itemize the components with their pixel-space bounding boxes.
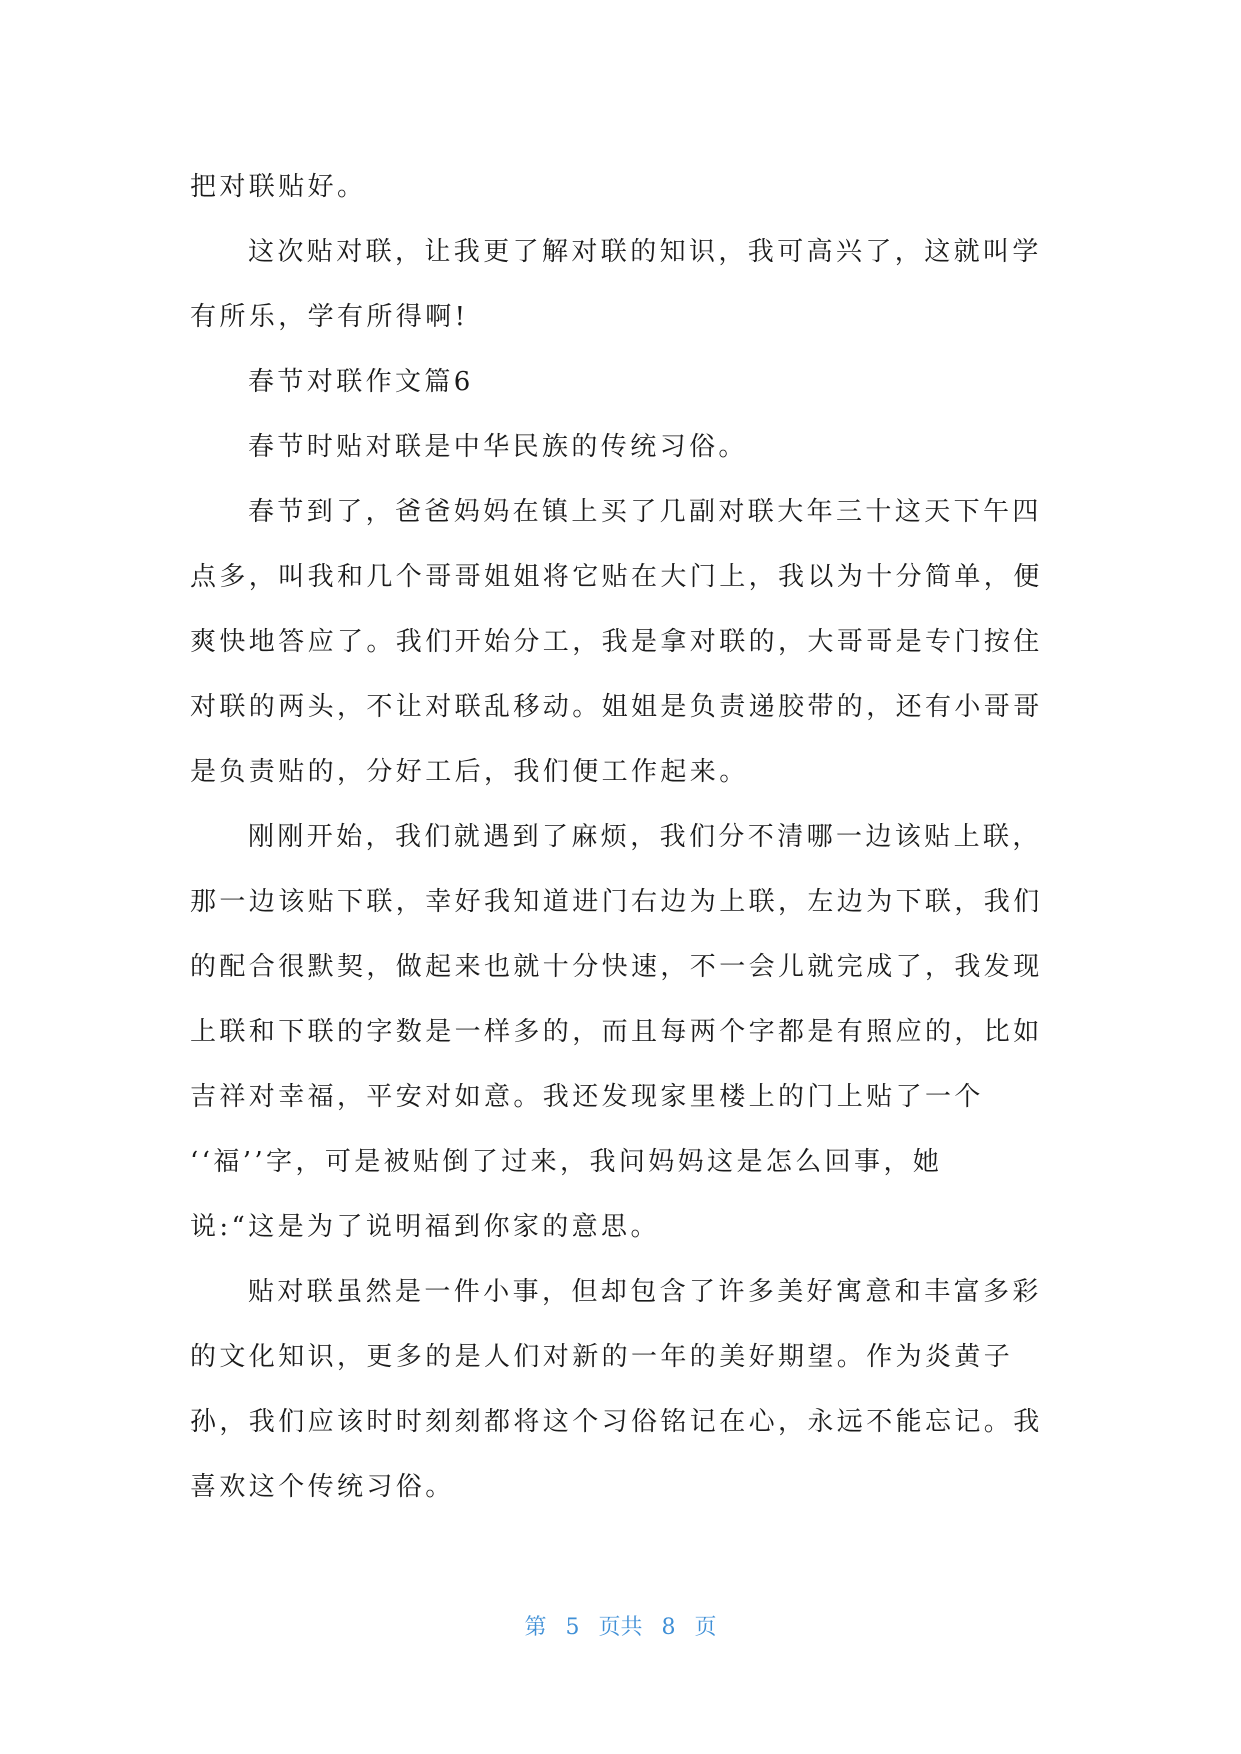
text-line: 爽快地答应了。我们开始分工，我是拿对联的，大哥哥是专门按住 bbox=[190, 627, 1043, 657]
page-footer bbox=[0, 1610, 1241, 1641]
text-line: 的文化知识，更多的是人们对新的一年的美好期望。作为炎黄子 bbox=[190, 1342, 1014, 1372]
paragraph-start: 春节时贴对联是中华民族的传统习俗。 bbox=[248, 432, 748, 462]
text-line: 点多，叫我和几个哥哥姐姐将它贴在大门上，我以为十分简单，便 bbox=[190, 562, 1043, 592]
total-page-count: 8 bbox=[661, 1615, 676, 1640]
text-line: 那一边该贴下联，幸好我知道进门右边为上联，左边为下联，我们 bbox=[190, 887, 1043, 917]
text-line: 对联的两头，不让对联乱移动。姐姐是负责递胶带的，还有小哥哥 bbox=[190, 692, 1043, 722]
paragraph-start: 春节到了，爸爸妈妈在镇上买了几副对联大年三十这天下午四 bbox=[248, 497, 1042, 527]
text-line: 吉祥对幸福，平安对如意。我还发现家里楼上的门上贴了一个 bbox=[190, 1082, 984, 1112]
text-line: 说:“这是为了说明福到你家的意思。 bbox=[190, 1212, 660, 1242]
text-line: 有所乐，学有所得啊! bbox=[190, 302, 469, 332]
current-page-number: 5 bbox=[565, 1615, 580, 1640]
text-line: 把对联贴好。 bbox=[190, 172, 367, 202]
paragraph-start: 刚刚开始，我们就遇到了麻烦，我们分不清哪一边该贴上联， bbox=[248, 822, 1042, 852]
footer-mid: 页共 bbox=[598, 1615, 643, 1640]
document-body bbox=[190, 155, 1043, 1520]
paragraph-start: 贴对联虽然是一件小事，但却包含了许多美好寓意和丰富多彩 bbox=[248, 1277, 1042, 1307]
section-heading: 春节对联作文篇6 bbox=[248, 367, 474, 397]
text-line: 喜欢这个传统习俗。 bbox=[190, 1472, 455, 1502]
text-line: 的配合很默契，做起来也就十分快速，不一会儿就完成了，我发现 bbox=[190, 952, 1043, 982]
text-line: ‘‘福’’字，可是被贴倒了过来，我问妈妈这是怎么回事，她 bbox=[190, 1147, 943, 1177]
footer-prefix: 第 bbox=[524, 1615, 547, 1640]
paragraph-start: 这次贴对联，让我更了解对联的知识，我可高兴了，这就叫学 bbox=[248, 237, 1042, 267]
footer-suffix: 页 bbox=[694, 1615, 717, 1640]
text-line: 上联和下联的字数是一样多的，而且每两个字都是有照应的，比如 bbox=[190, 1017, 1043, 1047]
text-line: 是负责贴的，分好工后，我们便工作起来。 bbox=[190, 757, 749, 787]
text-line: 孙，我们应该时时刻刻都将这个习俗铭记在心，永远不能忘记。我 bbox=[190, 1407, 1043, 1437]
